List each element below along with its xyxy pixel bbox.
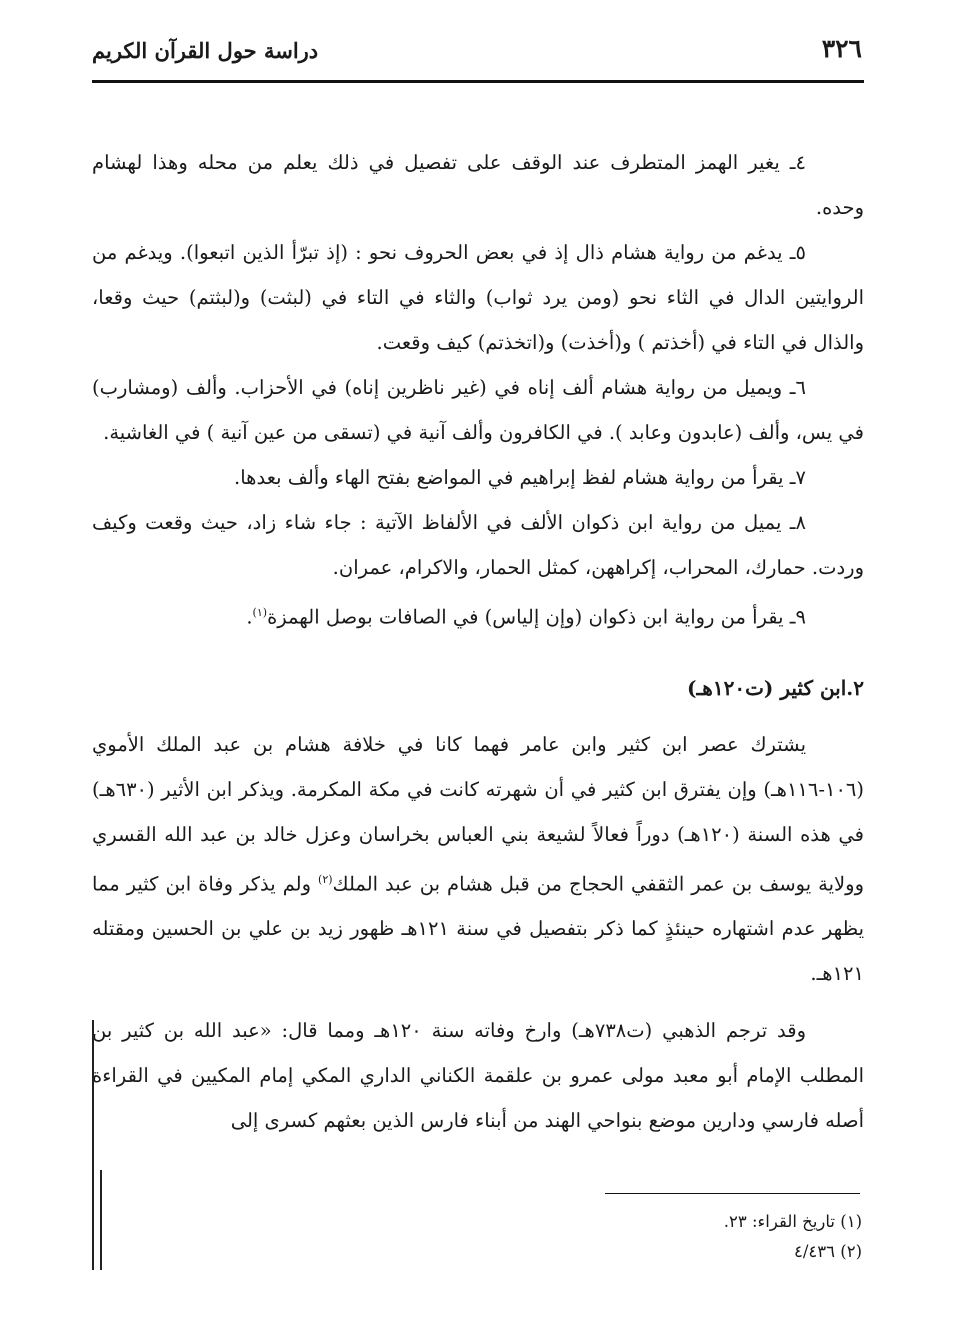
- footnote-ref-1[interactable]: (١): [252, 606, 268, 619]
- footnote-2: (٢) ٤/٤٣٦: [793, 1242, 862, 1261]
- page-number: ٣٢٦: [821, 34, 862, 63]
- paragraph-item-5: ٥ـ يدغم من رواية هشام ذال إذ في بعض الحروف نحو : (إذ تبرّأ الذين اتبعوا). ويدغم من الروايتين الدال في الثاء نحو (ومن يرد ثواب) والثاء في التاء في (لبثت) و(لبثتم) حيث وقعا، والذال في التاء في (أخذتم ) و(أخذت) و(اتخذتم) كيف وقعت.: [92, 241, 864, 354]
- footnote-rule: [605, 1193, 860, 1194]
- paragraph-item-9-end: .: [246, 605, 253, 629]
- header-rule: [92, 80, 864, 83]
- section-paragraph-1-b: ولم يذكر وفاة ابن كثير مما يظهر عدم اشتهاره حينئذٍ كما ذكر بتفصيل في سنة ١٢١هـ ظهور زيد بن علي بن الحسين ومقتله ١٢١هـ.: [92, 872, 864, 985]
- section-paragraph-1: [92, 722, 864, 997]
- footnotes: [300, 1207, 862, 1267]
- binding-margin-line-inner: [100, 1170, 102, 1270]
- paragraph-item-7: ٧ـ يقرأ من رواية هشام لفظ إبراهيم في المواضع بفتح الهاء وألف بعدها.: [234, 466, 806, 489]
- footnote-ref-2[interactable]: (٢): [318, 872, 333, 886]
- paragraph-item-6: ٦ـ ويميل من رواية هشام ألف إناه في (غير ناظرين إناه) في الأحزاب. وألف (ومشارب) في يس، وألف (عابدون وعابد ). في الكافرون وألف آنية في (تسقى من عين آنية ) في الغاشية.: [92, 376, 864, 444]
- paragraph-item-8: ٨ـ يميل من رواية ابن ذكوان الألف في الألفاظ الآتية : جاء شاء زاد، حيث وقعت وكيف وردت. حمارك، المحراب، إكراههن، كمثل الحمار، والاكرام، عمران.: [92, 511, 864, 579]
- book-title: دراسة حول القرآن الكريم: [92, 38, 319, 63]
- section-heading: ٢.ابن كثير (ت١٢٠هـ): [686, 675, 864, 700]
- section-paragraph-1-a: يشترك عصر ابن كثير وابن عامر فهما كانا في خلافة هشام بن عبد الملك الأموي (١٠٦-١١٦هـ) وإن يفترق ابن كثير في أن شهرته كانت في مكة المكرمة. ويذكر ابن الأثير (٦٣٠هـ) في هذه السنة (١٢٠هـ) دوراً فعالاً لشيعة بني العباس بخراسان وعزل خالد بن عبد الله القسري وولاية يوسف بن عمر الثقفي الحجاج من قبل هشام بن عبد الملك: [92, 732, 864, 895]
- paragraph-item-9: [92, 590, 864, 640]
- paragraph-item-9-text: ٩ـ يقرأ من رواية ابن ذكوان (وإن إلياس) في الصافات بوصل الهمزة: [267, 605, 806, 629]
- paragraph-item-4: ٤ـ يغير الهمز المتطرف عند الوقف على تفصيل في ذلك يعلم من محله وهذا لهشام وحده.: [92, 151, 864, 219]
- section-paragraph-2: وقد ترجم الذهبي (ت٧٣٨هـ) وارخ وفاته سنة ١٢٠هـ ومما قال: «عبد الله بن كثير بن المطلب الإمام أبو معبد مولى عمرو بن علقمة الكناني الداري المكي إمام المكيين في القراءة أصله فارسي ودارين موضع بنواحي الهند من أبناء فارس الذين بعثهم كسرى إلى: [92, 1019, 864, 1132]
- binding-margin-line: [92, 1020, 94, 1270]
- running-header: [92, 30, 862, 80]
- footnote-1: (١) تاريخ القراء: ٢٣.: [723, 1212, 862, 1231]
- main-text: [92, 140, 864, 1143]
